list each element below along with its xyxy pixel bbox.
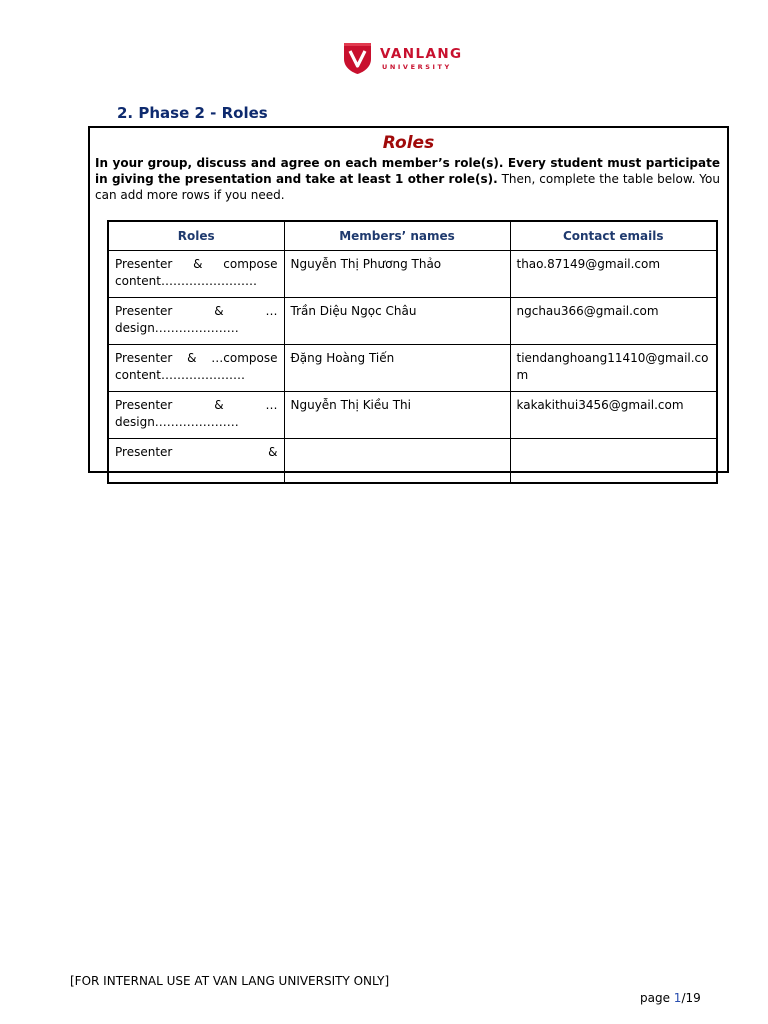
instruction-rest: Then, complete the table below. You can add more rows if you need. — [95, 172, 720, 202]
footer-note: [FOR INTERNAL USE AT VAN LANG UNIVERSITY ONLY] — [70, 974, 390, 988]
column-header-members: Members’ names — [284, 221, 510, 251]
table-row — [108, 251, 717, 298]
email-cell[interactable]: thao.87149@gmail.com — [510, 251, 717, 298]
member-name-cell[interactable]: Trần Diệu Ngọc Châu — [284, 298, 510, 345]
table-row — [108, 345, 717, 392]
table-row — [108, 298, 717, 345]
logo-subtitle: UNIVERSITY — [382, 63, 452, 71]
role-cell[interactable]: Presenter & …………………… — [108, 439, 284, 484]
email-cell[interactable]: tiendanghoang11410@gmail.com — [510, 345, 717, 392]
table-row — [108, 392, 717, 439]
page-number — [640, 991, 701, 1005]
table-header-row — [108, 221, 717, 251]
shield-logo-icon — [343, 42, 372, 75]
role-cell[interactable]: Presenter & …design………………… — [108, 298, 284, 345]
page-total: /19 — [681, 991, 701, 1005]
member-name-cell[interactable] — [284, 439, 510, 484]
column-header-emails: Contact emails — [510, 221, 717, 251]
member-name-cell[interactable]: Nguyễn Thị Phương Thảo — [284, 251, 510, 298]
roles-box — [88, 126, 729, 476]
logo-wordmark: VANLANG — [380, 46, 463, 62]
university-logo — [343, 42, 475, 76]
column-header-roles: Roles — [108, 221, 284, 251]
email-cell[interactable]: kakakithui3456@gmail.com — [510, 392, 717, 439]
instructions — [95, 155, 720, 203]
role-cell[interactable]: Presenter & …design………………… — [108, 392, 284, 439]
member-name-cell[interactable]: Nguyễn Thị Kiều Thi — [284, 392, 510, 439]
email-cell[interactable]: ngchau366@gmail.com — [510, 298, 717, 345]
page-current: 1 — [673, 991, 682, 1005]
member-name-cell[interactable]: Đặng Hoàng Tiến — [284, 345, 510, 392]
roles-table — [107, 220, 718, 484]
email-cell[interactable] — [510, 439, 717, 484]
section-heading: 2. Phase 2 - Roles — [117, 104, 268, 122]
role-cell[interactable]: Presenter & compose content…………………… — [108, 251, 284, 298]
role-cell[interactable]: Presenter & …compose content………………… — [108, 345, 284, 392]
instruction-bold: In your group, discuss and agree on each member’s role(s). Every student must participate in giving the presentation and take at least 1 other role(s). — [95, 156, 720, 186]
table-row — [108, 439, 717, 484]
box-title: Roles — [382, 133, 435, 153]
page-prefix: page — [640, 991, 674, 1005]
